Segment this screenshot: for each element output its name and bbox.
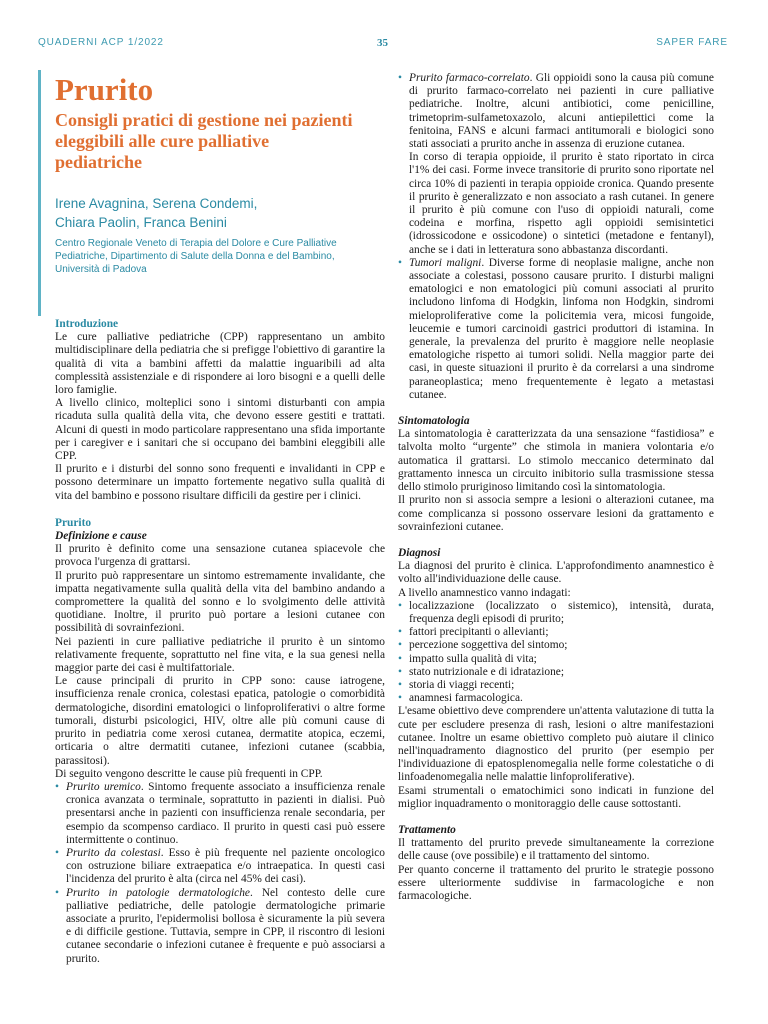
running-head — [38, 37, 728, 51]
list-item: • impatto sulla qualità di vita; — [398, 653, 714, 666]
author-affiliation: Centro Regionale Veneto di Terapia del Dolore e Cure Palliative Pediatriche, Dipartimento di Salute della Donna e del Bambino, Università di Padova — [55, 238, 337, 275]
list-item — [55, 781, 385, 847]
subsection-heading-sintomatologia: Sintomatologia — [398, 415, 470, 428]
paragraph: L'esame obiettivo deve comprendere un'attenta valutazione di tutta la cute per escludere presenza di rash, lesioni o altre manifestazioni cutanee. Inoltre un esame obiettivo completo può aiutare il clinico nell'inquadramento diagnostico del prurito (per esempio per l'individuazione di epatosplenomegalia nelle forme colestatiche o di linfoadenomegalia nelle malattie linfoproliferative). — [398, 705, 714, 784]
list-item: • percezione soggettiva del sintomo; — [398, 639, 714, 652]
paragraph: Le cause principali di prurito in CPP sono: cause iatrogene, insufficienza renale cronica, colestasi epatica, patologie o comorbidità dermatologiche, disordini ematologici o linfoproliferativi o altre forme tumorali, disturbi psicologici, HIV, oltre alle più comuni cause di prurito in pediatria come xerosi cutanea, dermatite atopica, eczemi, orticaria o altre dermatiti cutanee, infezioni cutanee (scabbia, parassitosi). — [55, 675, 385, 767]
paragraph: A livello anamnestico vanno indagati: — [398, 586, 571, 599]
cause-extra-text: In corso di terapia oppioide, il prurito è stato riportato in circa l'1% dei casi. Forme invece transitorie di prurito sono riportate nel circa 10% di pazienti in terapia oppioide cronica. Quando presente il prurito è generalizzato e non associato a rash cutanei. In genere il prurito è più comune con l'uso di oppioidi naturali, come codeina e morfina, rispetto agli oppioidi semisintetici (idrossicodone e ossicodone) o sintetici (metadone e fentanyl), anche se i dati in letteratura sono abbastanza discordanti. — [409, 151, 714, 256]
accent-rule — [38, 70, 41, 316]
list-item: • stato nutrizionale e di idratazione; — [398, 666, 714, 679]
article-authors — [55, 194, 375, 232]
cause-text: . Gli oppioidi sono la causa più comune di prurito farmaco-correlato nei pazienti in cure palliative pediatriche. Inoltre, alcuni antibiotici, come penicilline, trimetoprim-sulfametoxazolo, alcuni antiepilettici come la fenitoina, FANS e alcuni farmaci antitumorali e biologici sono stati associati a prurito anche in assenza di eruzione cutanea. — [409, 72, 714, 151]
paragraph: Le cure palliative pediatriche (CPP) rappresentano un ambito multidisciplinare della pediatria che si prefigge l'obiettivo di garantire la qualità di vita a bambini affetti da malattie inguaribili ad alta complessità assistenziale e di rispondere ai loro bisogni e a quelli delle loro famiglie. — [55, 331, 385, 397]
cause-text: . Sintomo frequente associato a insufficienza renale cronica avanzata o terminale, soprattutto in pazienti in dialisi. Può presentarsi anche in pazienti con insufficienza renale secondaria, per esempio da scompenso cardiaco. Il prurito in questi casi può essere intermittente o continuo. — [66, 780, 386, 846]
paragraph: Il prurito e i disturbi del sonno sono frequenti e invalidanti in CPP e possono determinare un impatto fortemente negativo sulla qualità di vita del bambino e possono risultare difficili da gestire per i clinici. — [55, 463, 385, 502]
section-heading-prurito: Prurito — [55, 516, 92, 529]
paragraph: Di seguito vengono descritte le cause più frequenti in CPP. — [55, 767, 323, 780]
causes-list — [55, 781, 385, 966]
authors-line-2: Chiara Paolin, Franca Benini — [55, 215, 227, 230]
journal-name: QUADERNI ACP 1/2022 — [38, 37, 164, 48]
cause-term: Prurito da colestasi — [66, 846, 161, 859]
list-item — [55, 887, 385, 966]
page-number: 35 — [377, 37, 388, 49]
subsection-heading-definizione: Definizione e cause — [55, 530, 147, 543]
list-item: • localizzazione (localizzato o sistemico), intensità, durata, frequenza degli episodi di prurito; — [398, 600, 714, 626]
cause-text: . Nel contesto delle cure palliative pediatriche, delle patologie dermatologiche primarie associate a prurito, l'epidermolisi bollosa è sicuramente la più severa e di difficile gestione. Tuttavia, sempre in CPP, il riscontro di lesioni cutanee secondarie o infezioni cutanee è frequente e può associarsi a prurito. — [66, 886, 386, 965]
subsection-heading-trattamento: Trattamento — [398, 823, 456, 836]
paragraph: Per quanto concerne il trattamento del prurito le strategie possono essere ulteriormente suddivise in farmacologiche e non farmacologiche. — [398, 863, 714, 902]
section-heading-intro: Introduzione — [55, 318, 119, 330]
paragraph: Esami strumentali o ematochimici sono indicati in funzione del miglior inquadramento o monitoraggio delle cause sottostanti. — [398, 784, 714, 810]
authors-line-1: Irene Avagnina, Serena Condemi, — [55, 196, 258, 211]
section-name: SAPER FARE — [656, 37, 728, 48]
causes-list-continued — [398, 72, 714, 402]
paragraph: A livello clinico, molteplici sono i sintomi disturbanti con ampia ricaduta sulla qualità della vita, che devono essere gestiti e trattati. Alcuni di questi in modo particolare rappresentano una sfida importante per i caregiver e i sanitari che si occupano dei bambini eleggibili alle CPP. — [55, 397, 385, 463]
cause-term: Tumori maligni — [409, 256, 482, 269]
paragraph: La diagnosi del prurito è clinica. L'approfondimento anamnestico è volto all'individuazione delle cause. — [398, 560, 714, 586]
paragraph: Il prurito può rappresentare un sintomo estremamente invalidante, che impatta negativamente sulla qualità della vita del bambino andando a compromettere la qualità del sonno e lo svolgimento delle attività quotidiane. Inoltre, il prurito può portare a lesioni cutanee con possibilità di sovrainfezioni. — [55, 569, 385, 635]
list-item — [398, 72, 714, 257]
cause-term: Prurito in patologie dermatologiche — [66, 886, 250, 899]
article-subtitle: Consigli pratici di gestione nei pazienti eleggibili alle cure palliative pediatriche — [55, 110, 353, 172]
cause-text: . Diverse forme di neoplasie maligne, anche non associate a colestasi, possono causare prurito. I disturbi maligni ematologici e non ematologici più comuni associati al prurito includono linfoma di Hodgkin, linfoma non Hodgkin, sindromi mieloproliferative come la policitemia vera, micosi fungoide, leucemie e tumori carcinoidi gastrici produttori di istamina. In generale, la prevalenza del prurito è maggiore nelle neoplasie ematologiche rispetto ai tumori solidi. Nella maggior parte dei casi, in queste situazioni il prurito è da correlarsi a una sindrome paraneoplastica; meno frequentemente è legato a metastasi cutanee. — [409, 256, 714, 401]
paragraph: Il prurito non si associa sempre a lesioni o alterazioni cutanee, ma come complicanza si possono osservare lesioni da grattamento e sovrainfezioni cutanee. — [398, 494, 714, 533]
cause-term: Prurito farmaco-correlato — [409, 72, 530, 84]
list-item — [398, 257, 714, 402]
diagnosis-list — [398, 600, 714, 706]
paragraph: Il prurito è definito come una sensazione cutanea spiacevole che provoca l'urgenza di grattarsi. — [55, 543, 385, 569]
cause-text: . Esso è più frequente nel paziente oncologico con ostruzione biliare extraepatica e/o intraepatica. In questi casi l'incidenza del prurito è alta (circa nel 45% dei casi). — [66, 846, 385, 886]
list-item: • fattori precipitanti o allevianti; — [398, 626, 714, 639]
paragraph: La sintomatologia è caratterizzata da una sensazione “fastidiosa” e talvolta molto “urgente” che stimola in maniera volontaria e/o automatica il grattarsi. Lo stimolo meccanico determinato dal grattamento innesca un circuito inibitorio sulla trasmissione stessa dello stimolo pruriginoso limitando così la sintomatologia. — [398, 428, 714, 494]
article-title: Prurito — [55, 72, 154, 107]
right-column — [398, 72, 714, 903]
list-item: • anamnesi farmacologica. — [398, 692, 714, 705]
list-item — [55, 847, 385, 887]
cause-term: Prurito uremico — [66, 780, 141, 793]
paragraph: Nei pazienti in cure palliative pediatriche il prurito è un sintomo relativamente frequente, soprattutto nel fine vita, e la sua genesi nella maggior parte dei casi è multifattoriale. — [55, 635, 385, 675]
paragraph: Il trattamento del prurito prevede simultaneamente la correzione delle cause (ove possibile) e il trattamento del sintomo. — [398, 837, 714, 863]
left-column — [55, 318, 385, 966]
list-item: • storia di viaggi recenti; — [398, 679, 714, 692]
subsection-heading-diagnosi: Diagnosi — [398, 546, 441, 559]
